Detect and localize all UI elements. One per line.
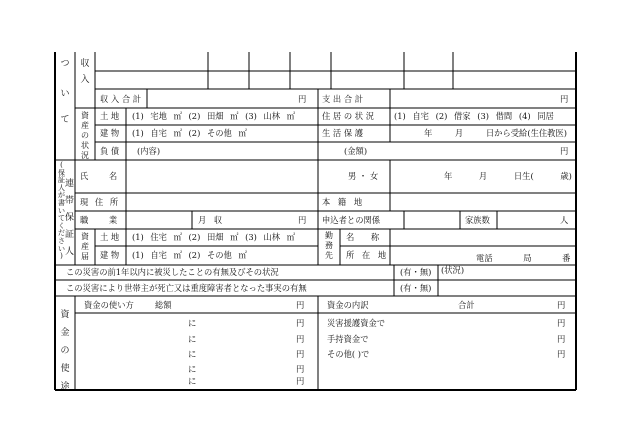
welfare-text: 年 月 日から受給(生住教医) [424, 128, 568, 138]
breakdown-item-label: その他( )で [327, 349, 370, 359]
use-item-unit: 円 [296, 334, 305, 344]
question-head-death: この災害により世帯主が死亡又は重度障害者となった事実の有無 [66, 283, 307, 293]
funds-side-char: 使 [60, 364, 70, 374]
funds-side-char: 途 [60, 382, 70, 392]
breakdown-total-unit: 円 [557, 300, 566, 310]
note-char: て [58, 214, 65, 223]
guarantor-building-label: 建 物 [100, 250, 120, 260]
land-options: (1) 宅地 ㎡ (2) 田畑 ㎡ (3) 山林 ㎡ [132, 111, 296, 121]
guarantor-land-label: 土 地 [100, 232, 120, 242]
title-char: 帯 [64, 196, 74, 206]
breakdown-total-label: 合計 [458, 300, 475, 310]
debt-label: 負 債 [100, 146, 120, 156]
breakdown-item-unit: 円 [557, 318, 566, 328]
note-char: 人 [58, 183, 65, 192]
title-char: 連 [64, 179, 74, 189]
funds-side-label [59, 306, 71, 396]
assets-label [79, 111, 91, 161]
use-item-unit: 円 [296, 364, 305, 374]
income-label [79, 56, 91, 85]
debt-unit: 円 [560, 146, 569, 156]
note-char: く [58, 221, 65, 230]
note-char: 保 [58, 168, 65, 177]
family-label: 家族数 [465, 215, 490, 225]
question-prior-disaster-status: (状況) [441, 265, 465, 275]
title-char: 証 [64, 230, 74, 240]
note-char: い [58, 244, 65, 253]
note-char: 証 [58, 176, 65, 185]
land-label: 土 地 [100, 111, 120, 121]
guarantor-building-options: (1) 自宅 ㎡ (2) その他 ㎡ [132, 250, 247, 260]
housing-label: 住 居 の 状 況 [322, 111, 375, 121]
side-char: て [60, 115, 70, 125]
monthly-income-label: 月 収 [198, 215, 223, 225]
use-header: 資金の使い方 [84, 300, 134, 310]
employer-name-label: 名 称 [346, 232, 380, 242]
note-char: い [58, 206, 65, 215]
breakdown-item-label: 手持資金で [327, 334, 369, 344]
relation-label: 申込者との関係 [322, 215, 381, 225]
guarantor-land-options: (1) 住宅 ㎡ (2) 田畑 ㎡ (3) 山林 ㎡ [132, 232, 296, 242]
income-label-char: 入 [80, 75, 90, 85]
funds-side-char: 資 [60, 310, 70, 320]
address-label: 現 住 所 [80, 197, 119, 207]
note-char: が [58, 191, 65, 200]
use-item-prefix: に [188, 349, 197, 359]
monthly-income-unit: 円 [298, 215, 307, 225]
job-label: 職 業 [80, 215, 118, 225]
title-char: 保 [64, 213, 74, 223]
question-head-death-answer: (有・無) [400, 283, 432, 293]
question-prior-disaster: この災害の前1年以内に被災したことの有無及びその状況 [66, 267, 279, 277]
question-prior-disaster-answer: (有・無) [400, 267, 432, 277]
debt-amount: (金額) [344, 146, 368, 156]
side-char: い [60, 89, 70, 99]
expense-total-unit: 円 [560, 94, 569, 104]
use-item-prefix: に [188, 318, 197, 328]
guarantor-assets-label [79, 232, 91, 262]
domicile-label: 本 籍 地 [322, 197, 363, 207]
funds-side-char: 金 [60, 328, 70, 338]
guarantor-name-label: 氏 名 [80, 171, 118, 181]
breakdown-item-unit: 円 [557, 349, 566, 359]
assets-label-text: 資産の状況 [81, 111, 89, 160]
employer-label-text: 勤務先 [325, 231, 333, 260]
amount-header-unit: 円 [296, 300, 305, 310]
note-char: さ [58, 236, 65, 245]
title-char: 人 [64, 247, 74, 257]
debt-content: (内容) [137, 146, 161, 156]
amount-header: 総額 [155, 300, 172, 310]
use-item-prefix: に [188, 376, 197, 386]
building-options: (1) 自宅 ㎡ (2) その他 ㎡ [132, 128, 247, 138]
housing-options: (1) 自宅 (2) 借家 (3) 借間 (4) 同居 [394, 111, 554, 121]
use-item-unit: 円 [296, 349, 305, 359]
gender-options: 男 ・ 女 [348, 171, 379, 181]
expense-total-label: 支 出 合 計 [322, 94, 364, 104]
funds-side-char: の [60, 346, 70, 356]
breakdown-header: 資金の内訳 [327, 300, 369, 310]
employer-label [323, 231, 335, 261]
phone-label: 電話 局 番 [476, 253, 571, 263]
welfare-label: 生 活 保 護 [322, 128, 364, 138]
note-char: ( [60, 161, 63, 169]
side-char: つ [60, 59, 70, 69]
income-total-unit: 円 [298, 94, 307, 104]
breakdown-item-label: 災害援護資金で [327, 318, 386, 328]
income-total-label: 収 入 合 計 [100, 94, 142, 104]
guarantor-title [64, 176, 75, 261]
building-label: 建 物 [100, 128, 120, 138]
birthdate: 年 月 日生( 歳) [444, 171, 572, 181]
use-item-prefix: に [188, 334, 197, 344]
use-item-unit: 円 [296, 376, 305, 386]
income-label-char: 収 [80, 59, 90, 69]
income-side-label [59, 56, 71, 125]
use-item-unit: 円 [296, 318, 305, 328]
note-char: ) [60, 252, 63, 261]
use-item-prefix: に [188, 364, 197, 374]
employer-address-label: 所 在 地 [346, 250, 387, 260]
note-char: 書 [58, 198, 65, 207]
breakdown-item-unit: 円 [557, 334, 566, 344]
note-char: だ [58, 229, 65, 238]
assets-label-text: 資産届 [81, 232, 89, 261]
family-unit: 人 [560, 215, 569, 225]
